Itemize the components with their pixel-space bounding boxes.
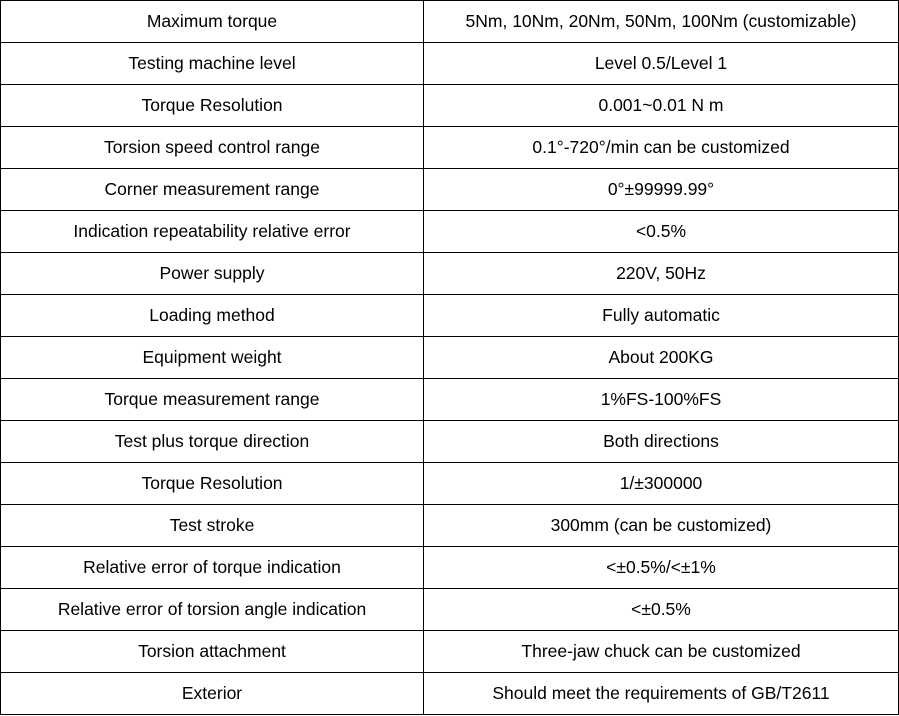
table-row: [1, 547, 899, 589]
value-cell: 1%FS-100%FS: [424, 379, 899, 421]
parameter-cell: Maximum torque: [1, 1, 424, 43]
table-row: [1, 673, 899, 715]
value-cell: 220V, 50Hz: [424, 253, 899, 295]
table-row: [1, 85, 899, 127]
value-cell: <±0.5%/<±1%: [424, 547, 899, 589]
parameter-cell: Power supply: [1, 253, 424, 295]
table-row: [1, 589, 899, 631]
value-cell: About 200KG: [424, 337, 899, 379]
value-cell: <0.5%: [424, 211, 899, 253]
table-row: [1, 505, 899, 547]
value-cell: 0°±99999.99°: [424, 169, 899, 211]
value-cell: Fully automatic: [424, 295, 899, 337]
table-row: [1, 253, 899, 295]
parameter-cell: Test stroke: [1, 505, 424, 547]
parameter-cell: Relative error of torsion angle indication: [1, 589, 424, 631]
table-row: [1, 127, 899, 169]
value-cell: 1/±300000: [424, 463, 899, 505]
parameter-cell: Relative error of torque indication: [1, 547, 424, 589]
parameter-cell: Torsion speed control range: [1, 127, 424, 169]
parameter-cell: Torque measurement range: [1, 379, 424, 421]
table-row: [1, 463, 899, 505]
table-row: [1, 295, 899, 337]
table-row: [1, 43, 899, 85]
parameter-cell: Torque Resolution: [1, 85, 424, 127]
specification-table-body: [1, 1, 899, 715]
table-row: [1, 337, 899, 379]
parameter-cell: Indication repeatability relative error: [1, 211, 424, 253]
parameter-cell: Testing machine level: [1, 43, 424, 85]
parameter-cell: Torsion attachment: [1, 631, 424, 673]
table-row: [1, 1, 899, 43]
table-row: [1, 421, 899, 463]
value-cell: 5Nm, 10Nm, 20Nm, 50Nm, 100Nm (customizable): [424, 1, 899, 43]
table-row: [1, 169, 899, 211]
value-cell: 0.001~0.01 N m: [424, 85, 899, 127]
value-cell: Level 0.5/Level 1: [424, 43, 899, 85]
table-row: [1, 211, 899, 253]
parameter-cell: Corner measurement range: [1, 169, 424, 211]
value-cell: 300mm (can be customized): [424, 505, 899, 547]
value-cell: 0.1°-720°/min can be customized: [424, 127, 899, 169]
parameter-cell: Torque Resolution: [1, 463, 424, 505]
parameter-cell: Equipment weight: [1, 337, 424, 379]
value-cell: Should meet the requirements of GB/T2611: [424, 673, 899, 715]
table-row: [1, 631, 899, 673]
parameter-cell: Test plus torque direction: [1, 421, 424, 463]
parameter-cell: Exterior: [1, 673, 424, 715]
value-cell: Both directions: [424, 421, 899, 463]
value-cell: <±0.5%: [424, 589, 899, 631]
parameter-cell: Loading method: [1, 295, 424, 337]
table-row: [1, 379, 899, 421]
value-cell: Three-jaw chuck can be customized: [424, 631, 899, 673]
